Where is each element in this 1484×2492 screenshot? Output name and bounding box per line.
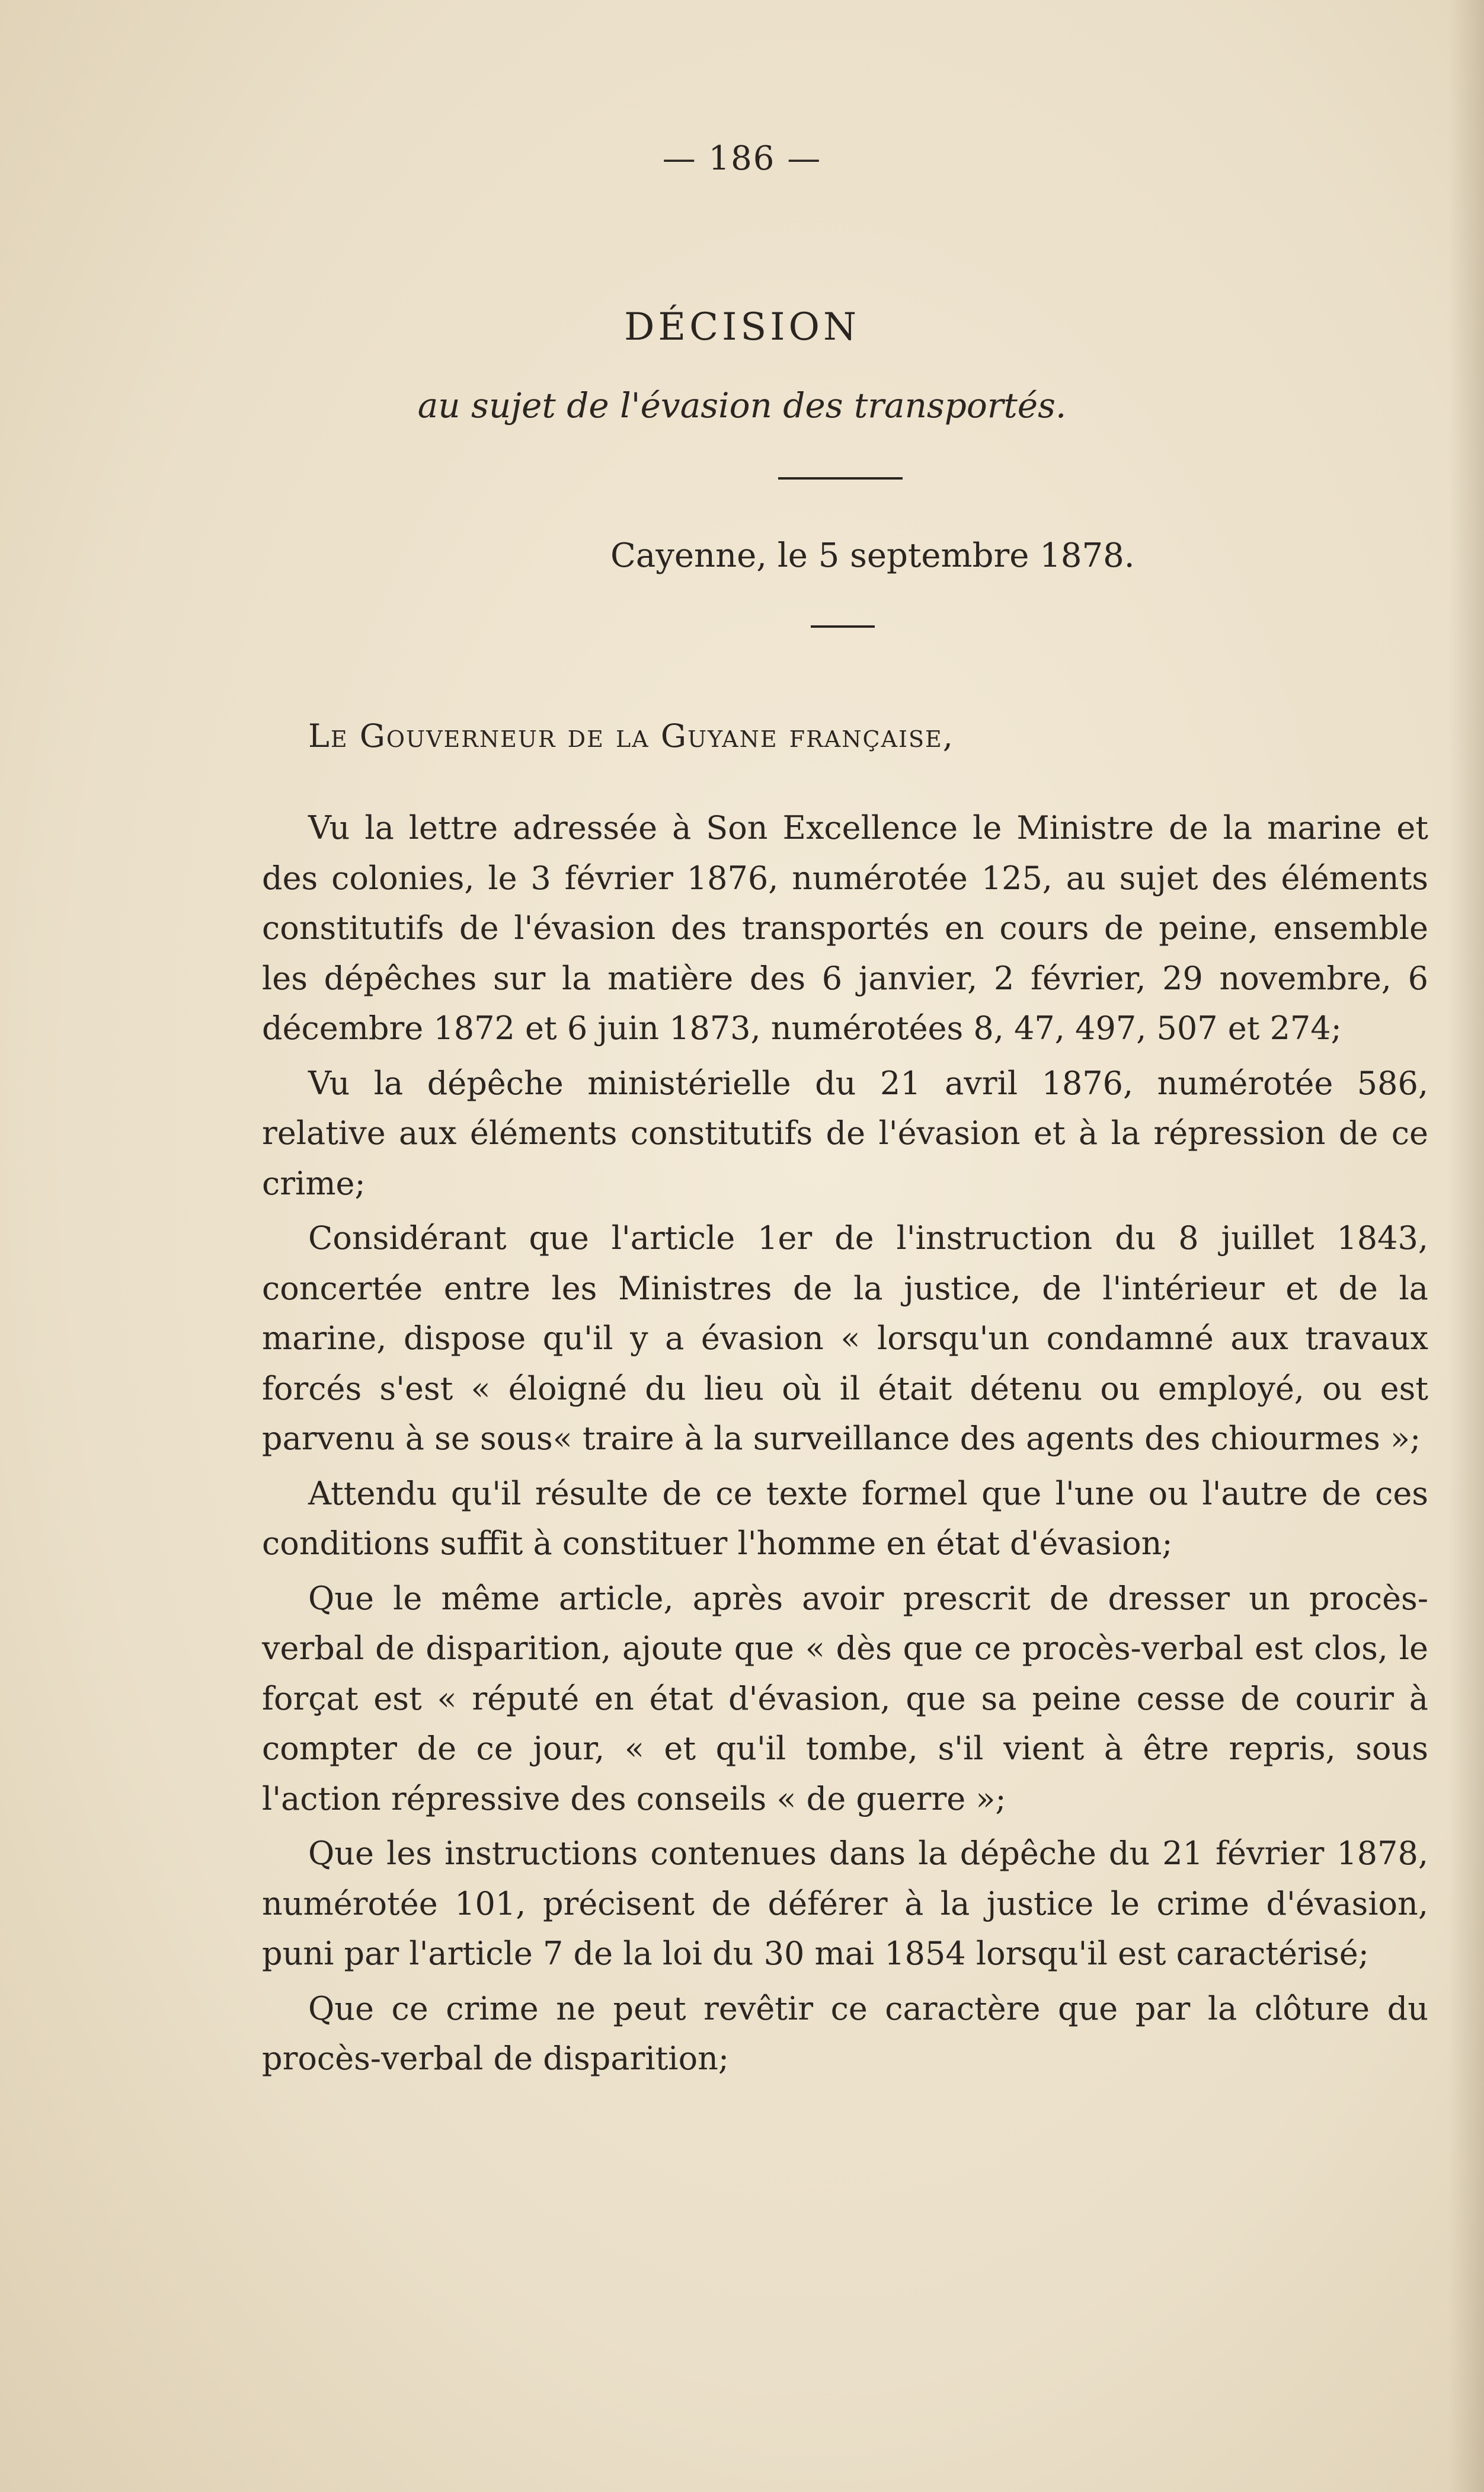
paragraph: Que le même article, après avoir prescrit de dresser un procès-verbal de disparition, ajoute que « dès que ce procès-verbal est clos, le forçat est « réputé en état d'évasion, que sa peine cesse de courir à compter de ce jour, « et qu'il tombe, s'il vient à être repris, sous l'action répressive des conseils « de guerre »; xyxy=(262,1579,1428,1817)
paragraph: Vu la dépêche ministérielle du 21 avril 1876, numérotée 586, relative aux éléments constitutifs de l'évasion et à la répression de ce crime; xyxy=(262,1064,1428,1202)
page-edge-shadow xyxy=(1448,0,1484,2492)
paragraph: Vu la lettre adressée à Son Excellence le Ministre de la marine et des colonies, le 3 février 1876, numérotée 125, au sujet des éléments constitutifs de l'évasion des transportés en cours de peine, ensemble les dépêches sur la matière des 6 janvier, 2 février, 29 novembre, 6 décembre 1872 et 6 juin 1873, numérotées 8, 47, 497, 507 et 274; xyxy=(262,809,1428,1047)
divider-rule xyxy=(778,477,903,480)
paragraph: Attendu qu'il résulte de ce texte formel que l'une ou l'autre de ces conditions suffit à constituer l'homme en état d'évasion; xyxy=(262,1474,1428,1562)
divider-rule-short xyxy=(811,625,875,628)
addressee-heading: Le Gouverneur de la Guyane française, xyxy=(308,717,954,755)
paragraph: Que ce crime ne peut revêtir ce caractère que par la clôture du procès-verbal de disparition; xyxy=(262,1989,1428,2077)
decision-subtitle: au sujet de l'évasion des transportés. xyxy=(417,385,1067,426)
paragraph: Considérant que l'article 1er de l'instruction du 8 juillet 1843, concertée entre les Ministres de la justice, de l'intérieur et de la marine, dispose qu'il y a évasion « lorsqu'un condamné aux travaux forcés s'est « éloigné du lieu où il était détenu ou employé, ou est parvenu à se sous« traire à la surveillance des agents des chiourmes »; xyxy=(262,1219,1428,1457)
page-number: — 186 — xyxy=(662,139,822,178)
decision-title: DÉCISION xyxy=(624,305,860,349)
dateline: Cayenne, le 5 septembre 1878. xyxy=(610,536,1135,575)
paragraph: Que les instructions contenues dans la dépêche du 21 février 1878, numérotée 101, précisent de déférer à la justice le crime d'évasion, puni par l'article 7 de la loi du 30 mai 1854 lorsqu'il est caractérisé; xyxy=(262,1835,1428,1972)
decision-body xyxy=(262,803,1428,2089)
